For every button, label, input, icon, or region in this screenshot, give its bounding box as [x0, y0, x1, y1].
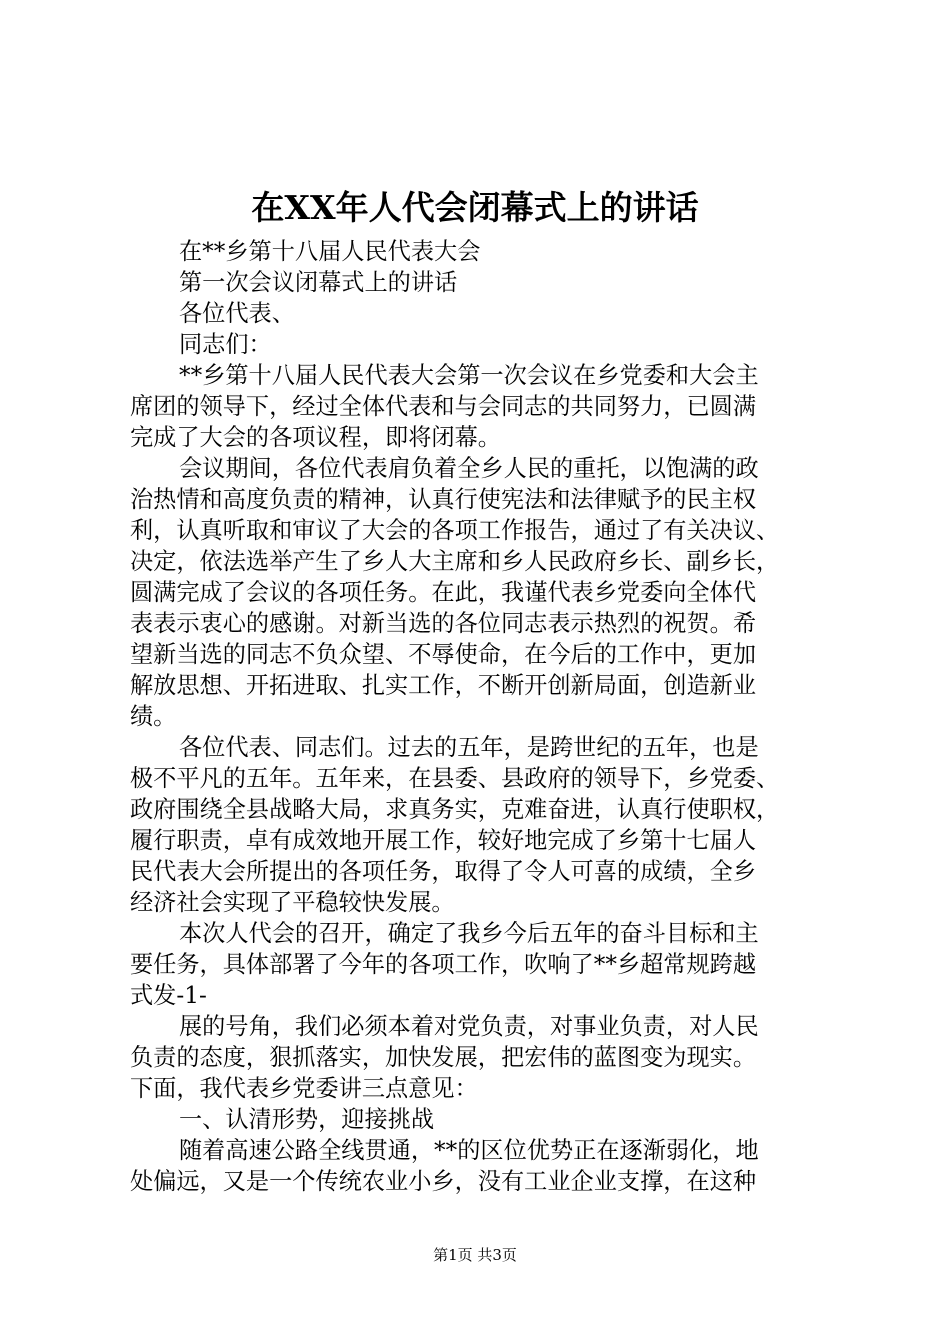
body-line: 会议期间，各位代表肩负着全乡人民的重托，以饱满的政 — [179, 455, 759, 482]
body-line: 下面，我代表乡党委讲三点意见： — [130, 1075, 478, 1102]
body-line: 本次人代会的召开，确定了我乡今后五年的奋斗目标和主 — [179, 920, 759, 947]
document-body — [130, 236, 830, 1197]
body-line: 绩。 — [130, 703, 177, 730]
body-line: 席团的领导下，经过全体代表和与会同志的共同努力，已圆满 — [130, 393, 757, 420]
body-line: 在**乡第十八届人民代表大会 — [179, 238, 481, 265]
body-line: 第一次会议闭幕式上的讲话 — [179, 269, 458, 296]
body-line: 望新当选的同志不负众望、不辱使命，在今后的工作中，更加 — [130, 641, 757, 668]
body-line: 随着高速公路全线贯通，**的区位优势正在逐渐弱化，地 — [179, 1137, 759, 1164]
body-line: 要任务，具体部署了今年的各项工作，吹响了**乡超常规跨越 — [130, 951, 757, 978]
body-line: 圆满完成了会议的各项任务。在此，我谨代表乡党委向全体代 — [130, 579, 757, 606]
body-line: 各位代表、同志们。过去的五年，是跨世纪的五年，也是 — [179, 734, 759, 761]
page-footer: 第1页 共3页 — [433, 1246, 517, 1264]
body-line: 处偏远，又是一个传统农业小乡，没有工业企业支撑，在这种 — [130, 1168, 757, 1195]
body-line: 负责的态度，狠抓落实，加快发展，把宏伟的蓝图变为现实。 — [130, 1044, 757, 1071]
document-title: 在XX年人代会闭幕式上的讲话 — [251, 188, 699, 227]
body-line: **乡第十八届人民代表大会第一次会议在乡党委和大会主 — [179, 362, 759, 389]
body-line: 决定，依法选举产生了乡人大主席和乡人民政府乡长、副乡长， — [130, 548, 780, 575]
body-line: 一、认清形势，迎接挑战 — [179, 1106, 435, 1133]
body-line: 民代表大会所提出的各项任务，取得了令人可喜的成绩，全乡 — [130, 858, 757, 885]
body-line: 履行职责，卓有成效地开展工作，较好地完成了乡第十七届人 — [130, 827, 757, 854]
body-line: 完成了大会的各项议程，即将闭幕。 — [130, 424, 501, 451]
body-line: 解放思想、开拓进取、扎实工作，不断开创新局面，创造新业 — [130, 672, 757, 699]
body-line: 极不平凡的五年。五年来，在县委、县政府的领导下，乡党委、 — [130, 765, 780, 792]
body-line: 展的号角，我们必须本着对党负责，对事业负责，对人民 — [179, 1013, 759, 1040]
body-line: 政府围绕全县战略大局，求真务实，克难奋进，认真行使职权， — [130, 796, 780, 823]
body-line: 治热情和高度负责的精神，认真行使宪法和法律赋予的民主权 — [130, 486, 757, 513]
body-line: 经济社会实现了平稳较快发展。 — [130, 889, 455, 916]
body-line: 各位代表、 — [179, 300, 295, 327]
body-line: 式发-1- — [130, 982, 207, 1009]
body-line: 同志们： — [179, 331, 272, 358]
body-line: 表表示衷心的感谢。对新当选的各位同志表示热烈的祝贺。希 — [130, 610, 757, 637]
body-line: 利，认真听取和审议了大会的各项工作报告，通过了有关决议、 — [130, 517, 780, 544]
